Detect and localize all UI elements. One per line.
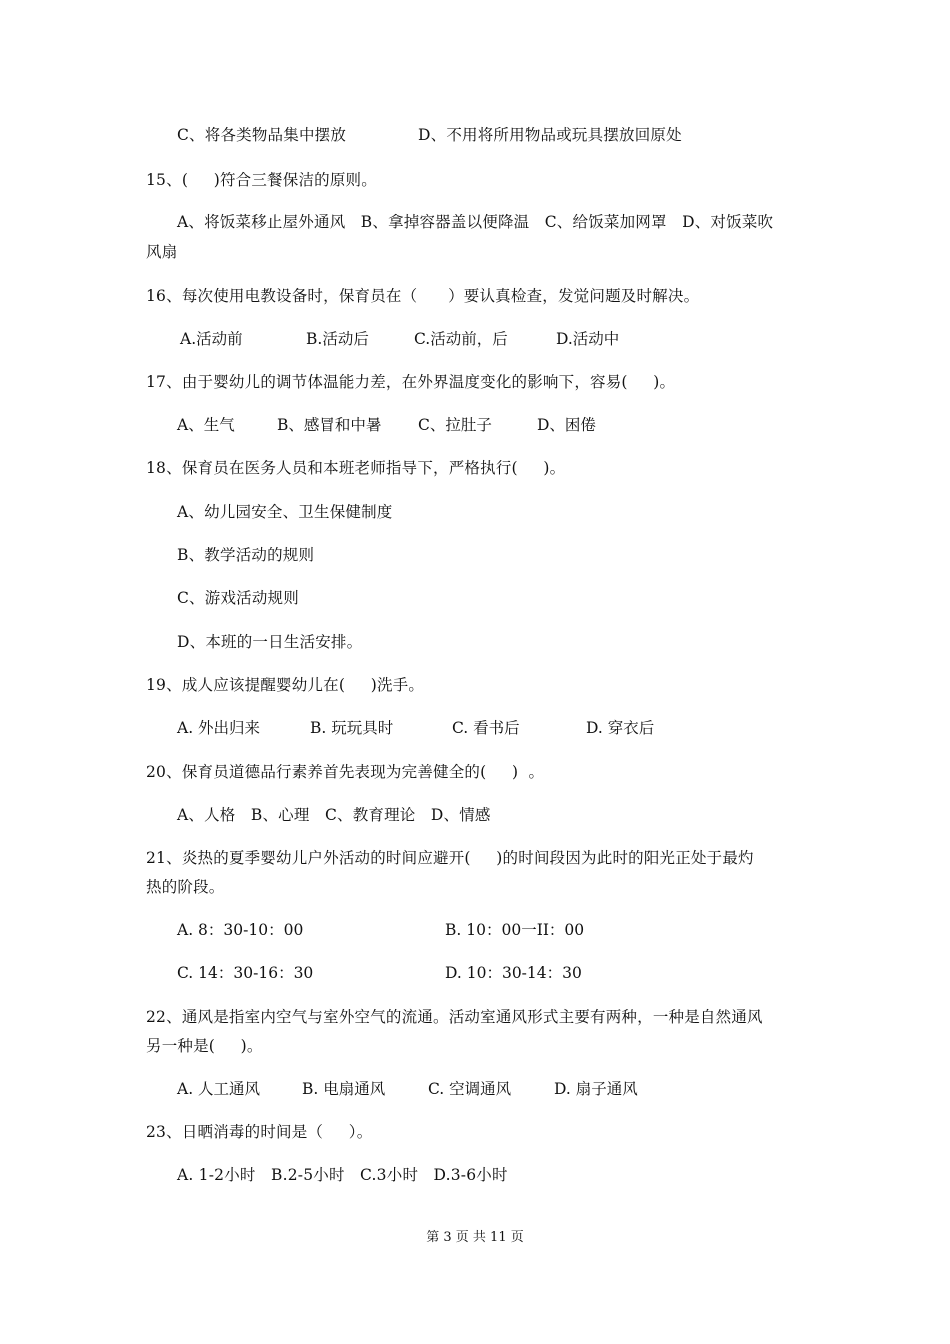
question-16-option-a: A.活动前 (180, 330, 243, 348)
question-18-option-a: A、幼儿园安全、卫生保健制度 (177, 503, 393, 521)
question-15-options: A、将饭菜移止屋外通风 B、拿掉容器盖以便降温 C、给饭菜加网罩 D、对饭菜吹 (177, 213, 774, 231)
question-16: 16、每次使用电教设备时，保育员在（ ）要认真检查，发觉问题及时解决。 (146, 287, 700, 305)
question-15: 15、( )符合三餐保洁的原则。 (146, 171, 377, 189)
question-17-option-c: C、拉肚子 (418, 416, 492, 434)
question-22-cont: 另一种是( )。 (146, 1037, 263, 1055)
question-21-cont: 热的阶段。 (146, 878, 225, 896)
question-19-option-d: D. 穿衣后 (586, 719, 655, 737)
question-17-option-d: D、困倦 (537, 416, 596, 434)
question-22-option-a: A. 人工通风 (177, 1080, 261, 1098)
question-23: 23、日晒消毒的时间是（ ）。 (146, 1123, 373, 1141)
question-16-option-b: B.活动后 (306, 330, 369, 348)
question-21-option-d: D. 10：30-14：30 (445, 964, 582, 982)
question-17-option-b: B、感冒和中暑 (277, 416, 382, 434)
question-18-option-b: B、教学活动的规则 (177, 546, 315, 564)
question-17: 17、由于婴幼儿的调节体温能力差，在外界温度变化的影响下，容易( )。 (146, 373, 676, 391)
question-19-option-a: A. 外出归来 (177, 719, 261, 737)
option-c-line: C、将各类物品集中摆放 (177, 126, 347, 144)
question-16-option-c: C.活动前，后 (414, 330, 508, 348)
question-19-option-b: B. 玩玩具时 (310, 719, 394, 737)
page-number-footer: 第 3 页 共 11 页 (426, 1230, 524, 1245)
question-22-option-c: C. 空调通风 (428, 1080, 512, 1098)
question-21-option-c: C. 14：30-16：30 (177, 964, 314, 982)
question-21: 21、炎热的夏季婴幼儿户外活动的时间应避开( )的时间段因为此时的阳光正处于最灼 (146, 849, 754, 867)
question-22-option-d: D. 扇子通风 (554, 1080, 638, 1098)
question-18-option-c: C、游戏活动规则 (177, 589, 299, 607)
question-19-option-c: C. 看书后 (452, 719, 520, 737)
question-16-option-d: D.活动中 (556, 330, 620, 348)
question-20-options: A、人格 B、心理 C、教育理论 D、情感 (177, 806, 491, 824)
question-21-option-a: A. 8：30-10：00 (177, 921, 304, 939)
question-23-options: A. 1-2小时 B.2-5小时 C.3小时 D.3-6小时 (177, 1166, 508, 1184)
question-15-options-cont: 风扇 (146, 243, 178, 261)
question-20: 20、保育员道德品行素养首先表现为完善健全的( ) 。 (146, 763, 545, 781)
question-18-option-d: D、本班的一日生活安排。 (177, 633, 363, 651)
option-d-line: D、不用将所用物品或玩具摆放回原处 (418, 126, 682, 144)
question-19: 19、成人应该提醒婴幼儿在( )洗手。 (146, 676, 425, 694)
question-22-option-b: B. 电扇通风 (302, 1080, 386, 1098)
question-18: 18、保育员在医务人员和本班老师指导下，严格执行( )。 (146, 459, 566, 477)
question-21-option-b: B. 10：00一II：00 (445, 921, 585, 939)
question-22: 22、通风是指室内空气与室外空气的流通。活动室通风形式主要有两种，一种是自然通风 (146, 1008, 763, 1026)
question-17-option-a: A、生气 (177, 416, 235, 434)
